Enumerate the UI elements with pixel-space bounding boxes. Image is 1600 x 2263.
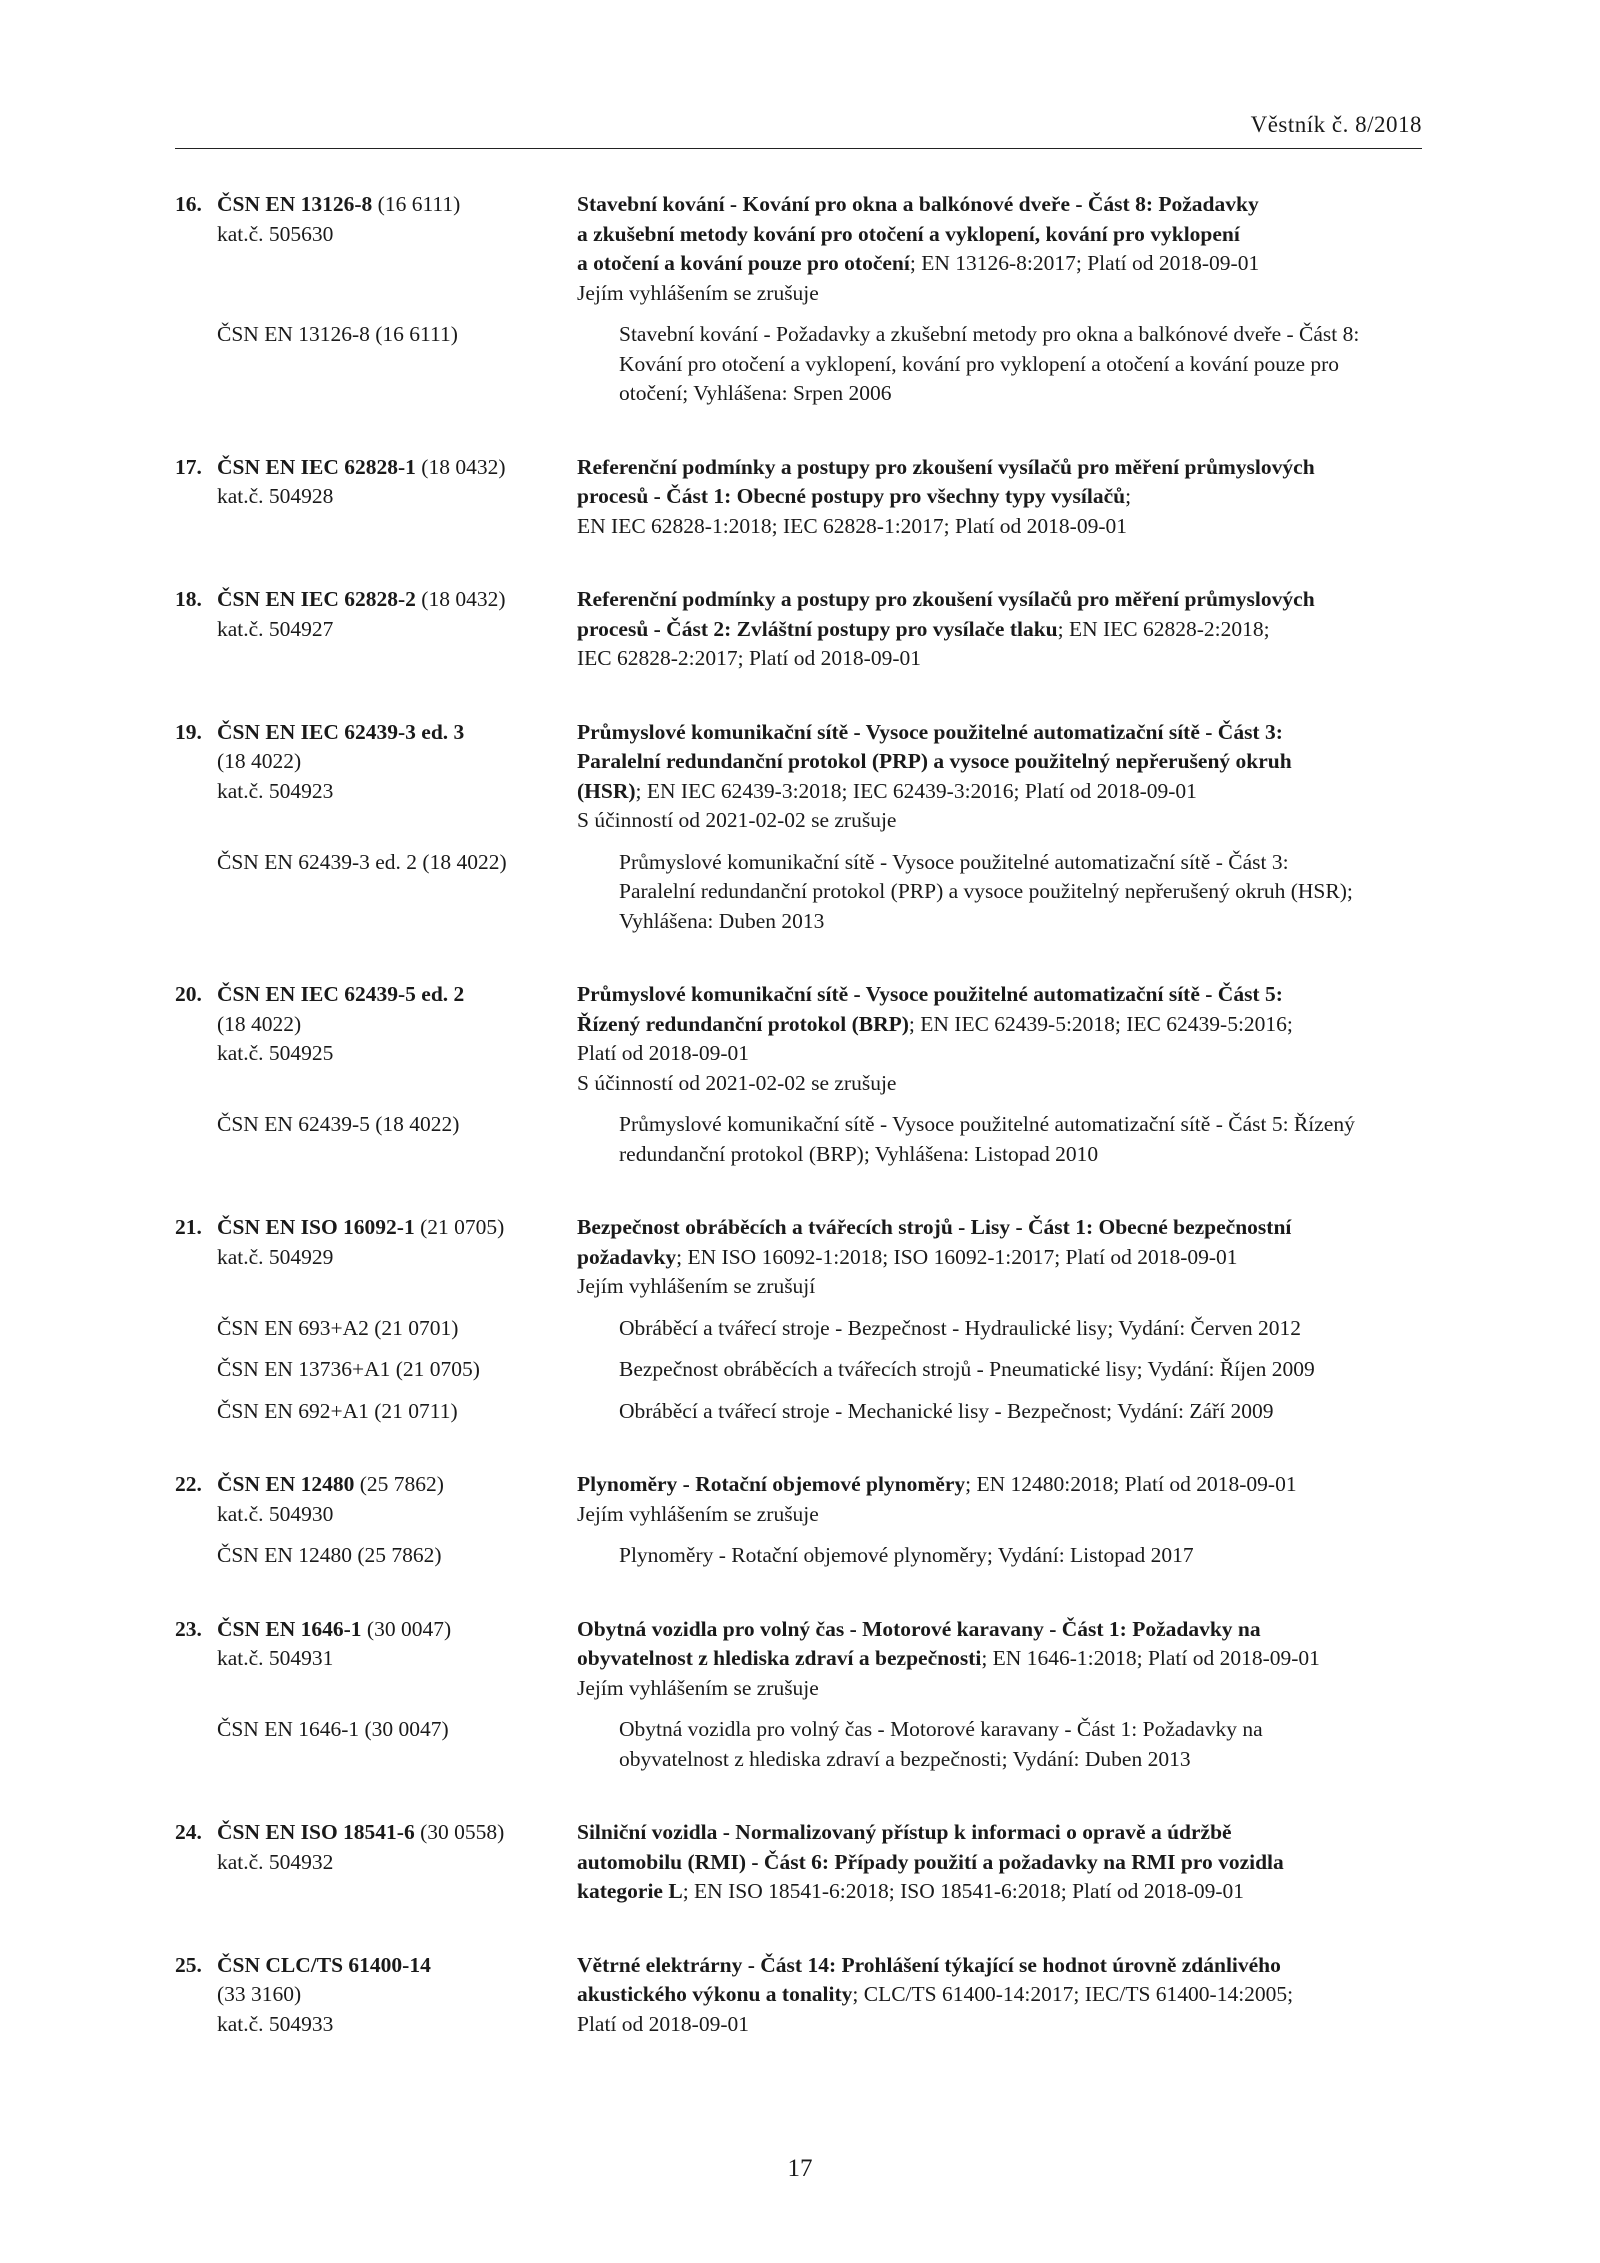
title-line: [577, 1010, 1425, 1040]
title-line: [577, 1818, 1425, 1848]
entry-title-column: [577, 1818, 1425, 1907]
title-line: [577, 512, 1425, 542]
title-text: ; EN 13126-8:2017; Platí od 2018-09-01: [909, 251, 1260, 275]
standard-class-number: (25 7862): [354, 1472, 444, 1496]
entry-code-column: [175, 1615, 577, 1674]
entry-number: 24.: [175, 1820, 202, 1844]
catalog-number: kat.č. 504923: [217, 778, 334, 803]
catalog-number: kat.č. 504929: [217, 1244, 334, 1269]
replaced-title-line: Bezpečnost obráběcích a tvářecích strojů - Pneumatické lisy; Vydání: Říjen 2009: [619, 1357, 1315, 1381]
title-bold: Paralelní redundanční protokol (PRP) a vysoce použitelný nepřerušený okruh: [577, 749, 1292, 773]
replaced-title-line: Obráběcí a tvářecí stroje - Mechanické lisy - Bezpečnost; Vydání: Září 2009: [619, 1398, 1274, 1423]
replaced-standard-code: ČSN EN 692+A1 (21 0711): [217, 1398, 458, 1423]
entry-code-column: [175, 453, 577, 512]
page-number: 17: [787, 2155, 813, 2182]
title-line: [577, 279, 1425, 309]
replaced-title-line: Plynoměry - Rotační objemové plynoměry; Vydání: Listopad 2017: [619, 1543, 1194, 1567]
entry-title-column: [577, 1615, 1425, 1704]
title-line: [577, 1980, 1425, 2010]
page-header: [175, 104, 1422, 149]
replaced-standard-code: ČSN EN 1646-1 (30 0047): [217, 1717, 449, 1741]
standard-entry: [175, 190, 1425, 409]
replaced-standard-title: [619, 1355, 1425, 1385]
title-text: ; EN ISO 18541-6:2018; ISO 18541-6:2018; Platí od 2018-09-01: [682, 1879, 1245, 1903]
title-bold: Plynoměry - Rotační objemové plynoměry: [577, 1472, 966, 1496]
standard-code: ČSN EN ISO 18541-6: [217, 1820, 415, 1844]
title-line: [577, 980, 1425, 1010]
standard-entry: [175, 1213, 1425, 1426]
catalog-number: kat.č. 504925: [217, 1041, 334, 1065]
replaced-standard-row: [175, 1110, 1425, 1169]
entry-code-column: [175, 718, 577, 807]
replaced-standard-code: ČSN EN 12480 (25 7862): [217, 1543, 442, 1567]
entry-number: 19.: [175, 719, 202, 744]
replaced-title-line: obyvatelnost z hlediska zdraví a bezpečnosti; Vydání: Duben 2013: [619, 1746, 1191, 1771]
entry-main-row: [175, 1615, 1425, 1704]
replaced-title-line: Obráběcí a tvářecí stroje - Bezpečnost - Hydraulické lisy; Vydání: Červen 2012: [619, 1315, 1302, 1340]
title-line: [577, 482, 1425, 512]
standard-code: ČSN EN ISO 16092-1: [217, 1215, 415, 1239]
entry-number: 25.: [175, 1952, 202, 1977]
standard-code: ČSN EN IEC 62439-3 ed. 3: [217, 719, 465, 744]
title-line: [577, 1644, 1425, 1674]
replaced-standard-title: [619, 848, 1425, 937]
replaced-standard-code: ČSN EN 693+A2 (21 0701): [217, 1315, 459, 1340]
standard-class-number: (21 0705): [414, 1215, 505, 1239]
title-text: ; CLC/TS 61400-14:2017; IEC/TS 61400-14:2005;: [852, 1982, 1294, 2006]
standard-code: ČSN EN IEC 62439-5 ed. 2: [217, 982, 465, 1006]
standard-entry: [175, 1470, 1425, 1571]
title-bold: akustického výkonu a tonality: [577, 1982, 853, 2006]
title-text: EN IEC 62828-1:2018; IEC 62828-1:2017; Platí od 2018-09-01: [577, 513, 1128, 538]
title-bold: procesů - Část 2: Zvláštní postupy pro vysílače tlaku: [577, 616, 1058, 641]
entry-title-column: [577, 1951, 1425, 2040]
replaced-standard-row: [175, 1314, 1425, 1344]
bulletin-title: Věstník č. 8/2018: [1250, 112, 1422, 137]
title-bold: (HSR): [577, 778, 636, 803]
title-bold: Referenční podmínky a postupy pro zkoušení vysílačů pro měření průmyslových: [577, 587, 1315, 611]
entry-code-column: [175, 1470, 577, 1529]
replaced-standard-row: [175, 1397, 1425, 1427]
entry-title-column: [577, 453, 1425, 542]
title-text: S účinností od 2021-02-02 se zrušuje: [577, 1070, 897, 1095]
entry-code-column: [175, 980, 577, 1069]
standard-class-number: (16 6111): [372, 192, 461, 216]
entry-title-column: [577, 1213, 1425, 1302]
title-line: [577, 644, 1425, 674]
replaced-standard-code: ČSN EN 13736+A1 (21 0705): [217, 1357, 480, 1381]
entry-code-line: [175, 1615, 577, 1645]
title-line: [577, 1069, 1425, 1099]
replaced-standard-row: [175, 848, 1425, 937]
title-bold: procesů - Část 1: Obecné postupy pro všechny typy vysílačů: [577, 484, 1126, 508]
standard-class-number: (30 0047): [361, 1616, 452, 1641]
entry-main-row: [175, 453, 1425, 542]
title-bold: Bezpečnost obráběcích a tvářecích strojů - Lisy - Část 1: Obecné bezpečnostní: [577, 1215, 1292, 1239]
title-bold: Průmyslové komunikační sítě - Vysoce použitelné automatizační sítě - Část 3:: [577, 719, 1283, 744]
title-text: Jejím vyhlášením se zrušuje: [577, 280, 819, 305]
replaced-title-line: Stavební kování - Požadavky a zkušební metody pro okna a balkónové dveře - Část 8:: [619, 322, 1360, 346]
title-bold: kategorie L: [577, 1879, 683, 1903]
standard-entry: [175, 453, 1425, 542]
standard-entry: [175, 1818, 1425, 1907]
title-line: [577, 1243, 1425, 1273]
catalog-number: kat.č. 504932: [217, 1849, 334, 1874]
entry-main-row: [175, 585, 1425, 674]
title-line: [577, 190, 1425, 220]
title-bold: Stavební kování - Kování pro okna a balkónové dveře - Část 8: Požadavky: [577, 192, 1259, 216]
entry-main-row: [175, 980, 1425, 1098]
title-line: [577, 777, 1425, 807]
title-text: Platí od 2018-09-01: [577, 2011, 749, 2036]
replaced-title-line: Obytná vozidla pro volný čas - Motorové karavany - Část 1: Požadavky na: [619, 1717, 1263, 1741]
entry-title-column: [577, 190, 1425, 308]
title-line: [577, 453, 1425, 483]
standard-entry: [175, 718, 1425, 937]
title-text: Jejím vyhlášením se zrušuje: [577, 1675, 819, 1700]
title-text: ; EN ISO 16092-1:2018; ISO 16092-1:2017; Platí od 2018-09-01: [676, 1244, 1238, 1269]
standard-entry: [175, 1615, 1425, 1775]
entry-code-line: [175, 718, 577, 748]
title-line: [577, 1674, 1425, 1704]
title-text: S účinností od 2021-02-02 se zrušuje: [577, 808, 897, 832]
title-line: [577, 2010, 1425, 2040]
title-line: [577, 1615, 1425, 1645]
title-bold: a zkušební metody kování pro otočení a vyklopení, kování pro vyklopení: [577, 221, 1240, 246]
catalog-number: kat.č. 504933: [217, 2011, 334, 2036]
title-text: ; EN 1646-1:2018; Platí od 2018-09-01: [981, 1646, 1320, 1670]
title-bold: Silniční vozidla - Normalizovaný přístup k informaci o opravě a údržbě: [577, 1820, 1232, 1844]
title-line: [577, 1877, 1425, 1907]
title-text: ; EN IEC 62439-5:2018; IEC 62439-5:2016;: [908, 1011, 1293, 1036]
replaced-standard-code: ČSN EN 62439-5 (18 4022): [217, 1112, 460, 1136]
catalog-number: kat.č. 504928: [217, 484, 334, 508]
replaced-title-line: Průmyslové komunikační sítě - Vysoce použitelné automatizační sítě - Část 5: Řízený: [619, 1112, 1355, 1136]
entry-title-column: [577, 718, 1425, 836]
entry-number: 20.: [175, 982, 202, 1006]
standard-class-number: (18 4022): [217, 749, 302, 773]
title-line: [577, 1951, 1425, 1981]
title-text: ;: [1125, 484, 1132, 508]
title-line: [577, 615, 1425, 645]
standard-entry: [175, 585, 1425, 674]
title-bold: požadavky: [577, 1244, 677, 1269]
entry-main-row: [175, 1213, 1425, 1302]
standard-code: ČSN EN 12480: [217, 1472, 355, 1496]
catalog-number: kat.č. 504930: [217, 1501, 334, 1526]
title-text: IEC 62828-2:2017; Platí od 2018-09-01: [577, 646, 921, 670]
title-text: Jejím vyhlášením se zrušuje: [577, 1501, 819, 1526]
entry-code-line: [175, 585, 577, 615]
title-bold: Průmyslové komunikační sítě - Vysoce použitelné automatizační sítě - Část 5:: [577, 982, 1283, 1006]
title-text: ; EN 12480:2018; Platí od 2018-09-01: [965, 1472, 1297, 1496]
title-bold: Referenční podmínky a postupy pro zkoušení vysílačů pro měření průmyslových: [577, 454, 1315, 479]
entry-code-line: [175, 1213, 577, 1243]
standard-class-number: (18 0432): [415, 454, 506, 479]
catalog-number: kat.č. 504927: [217, 616, 334, 641]
title-text: Jejím vyhlášením se zrušují: [577, 1274, 816, 1298]
entry-title-column: [577, 1470, 1425, 1529]
entry-code-line: [175, 190, 577, 220]
title-text: ; EN IEC 62828-2:2018;: [1057, 616, 1270, 641]
catalog-number: kat.č. 505630: [217, 221, 334, 246]
standard-class-number: (33 3160): [217, 1982, 302, 2006]
standard-code: ČSN EN 1646-1: [217, 1616, 362, 1641]
entry-main-row: [175, 1470, 1425, 1529]
entry-code-column: [175, 1951, 577, 2040]
entry-code-column: [175, 585, 577, 644]
title-text: Platí od 2018-09-01: [577, 1041, 749, 1065]
standards-list: [175, 190, 1425, 2083]
replaced-title-line: Kování pro otočení a vyklopení, kování pro vyklopení a otočení a kování pouze pro: [619, 351, 1340, 376]
entry-code-line: [175, 453, 577, 483]
entry-main-row: [175, 190, 1425, 308]
title-line: [577, 585, 1425, 615]
entry-code-line: [175, 1951, 577, 1981]
standard-entry: [175, 1951, 1425, 2040]
standard-code: ČSN EN 13126-8: [217, 192, 373, 216]
entry-code-line: [175, 1470, 577, 1500]
entry-code-column: [175, 1213, 577, 1272]
title-line: [577, 806, 1425, 836]
title-bold: automobilu (RMI) - Část 6: Případy použití a požadavky na RMI pro vozidla: [577, 1849, 1284, 1874]
replaced-title-line: Vyhlášena: Duben 2013: [619, 908, 825, 933]
title-bold: Obytná vozidla pro volný čas - Motorové karavany - Část 1: Požadavky na: [577, 1616, 1261, 1641]
entry-number: 21.: [175, 1215, 202, 1239]
replaced-standard-title: [619, 1541, 1425, 1571]
entry-code-column: [175, 190, 577, 249]
title-line: [577, 1039, 1425, 1069]
entry-main-row: [175, 1951, 1425, 2040]
replaced-title-line: redundanční protokol (BRP); Vyhlášena: Listopad 2010: [619, 1141, 1099, 1166]
title-bold: a otočení a kování pouze pro otočení: [577, 251, 910, 275]
title-bold: Větrné elektrárny - Část 14: Prohlášení týkající se hodnot úrovně zdánlivého: [577, 1952, 1281, 1977]
entry-title-column: [577, 585, 1425, 674]
title-line: [577, 1272, 1425, 1302]
entry-number: 18.: [175, 587, 202, 611]
entry-code-column: [175, 1818, 577, 1877]
replaced-standard-title: [619, 320, 1425, 409]
title-line: [577, 1848, 1425, 1878]
entry-title-column: [577, 980, 1425, 1098]
title-text: ; EN IEC 62439-3:2018; IEC 62439-3:2016; Platí od 2018-09-01: [635, 778, 1197, 803]
title-line: [577, 220, 1425, 250]
entry-code-line: [175, 980, 577, 1010]
replaced-standard-row: [175, 1715, 1425, 1774]
entry-main-row: [175, 1818, 1425, 1907]
replaced-standard-row: [175, 1355, 1425, 1385]
replaced-standard-title: [619, 1715, 1425, 1774]
entry-code-line: [175, 1818, 577, 1848]
standard-class-number: (18 4022): [217, 1011, 302, 1036]
replaced-standard-code: ČSN EN 62439-3 ed. 2 (18 4022): [217, 849, 507, 874]
standard-code: ČSN CLC/TS 61400-14: [217, 1952, 431, 1977]
replaced-standard-title: [619, 1314, 1425, 1344]
entry-number: 17.: [175, 454, 202, 479]
replaced-standard-title: [619, 1110, 1425, 1169]
standard-entry: [175, 980, 1425, 1169]
title-line: [577, 1213, 1425, 1243]
standard-code: ČSN EN IEC 62828-2: [217, 587, 416, 611]
replaced-title-line: Paralelní redundanční protokol (PRP) a vysoce použitelný nepřerušený okruh (HSR);: [619, 879, 1353, 903]
entry-main-row: [175, 718, 1425, 836]
replaced-standard-row: [175, 320, 1425, 409]
replaced-standard-row: [175, 1541, 1425, 1571]
standard-class-number: (30 0558): [414, 1820, 505, 1844]
replaced-standard-title: [619, 1397, 1425, 1427]
title-bold: obyvatelnost z hlediska zdraví a bezpečnosti: [577, 1646, 982, 1670]
entry-number: 23.: [175, 1616, 202, 1641]
title-line: [577, 1470, 1425, 1500]
title-bold: Řízený redundanční protokol (BRP): [577, 1011, 909, 1036]
title-line: [577, 249, 1425, 279]
title-line: [577, 1500, 1425, 1530]
entry-number: 22.: [175, 1472, 202, 1496]
standard-class-number: (18 0432): [415, 587, 506, 611]
standard-code: ČSN EN IEC 62828-1: [217, 454, 416, 479]
title-line: [577, 718, 1425, 748]
replaced-title-line: Průmyslové komunikační sítě - Vysoce použitelné automatizační sítě - Část 3:: [619, 849, 1289, 874]
title-line: [577, 747, 1425, 777]
entry-number: 16.: [175, 192, 202, 216]
replaced-title-line: otočení; Vyhlášena: Srpen 2006: [619, 381, 892, 405]
replaced-standard-code: ČSN EN 13126-8 (16 6111): [217, 322, 458, 346]
catalog-number: kat.č. 504931: [217, 1646, 334, 1670]
